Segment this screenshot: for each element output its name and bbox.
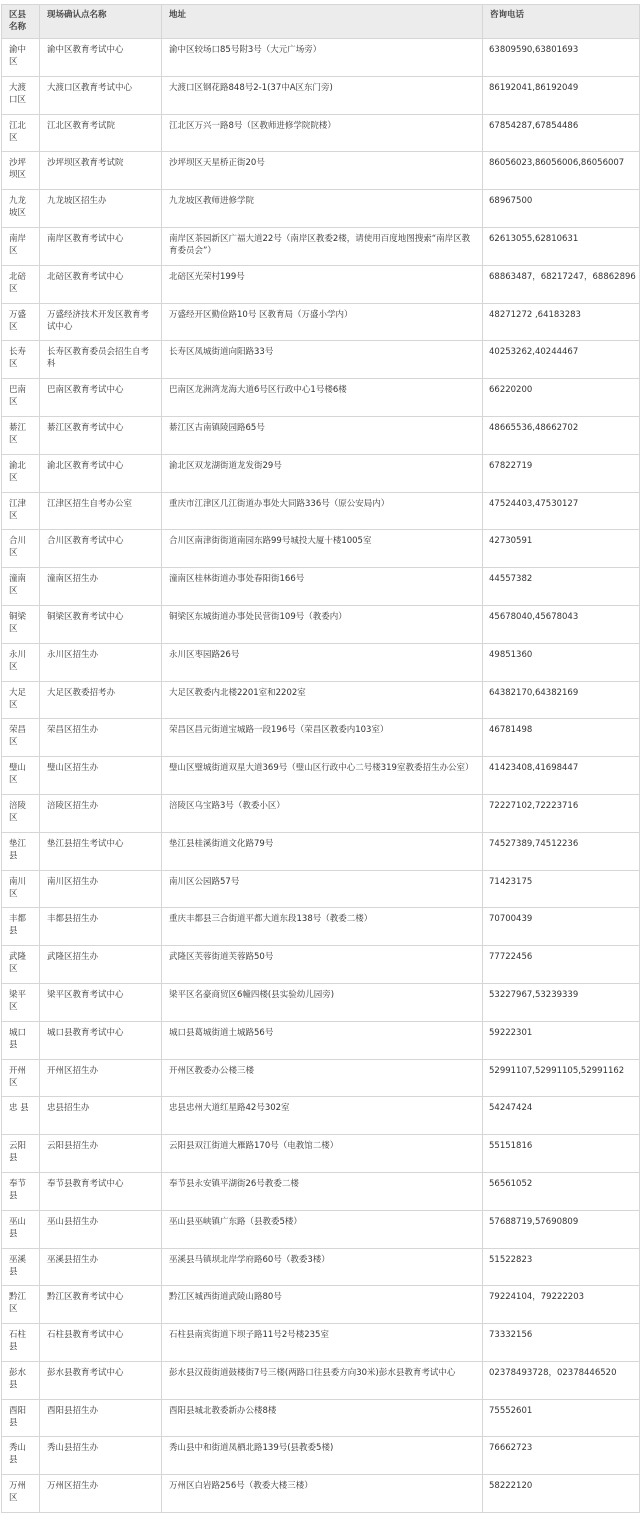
cell-phone: 67822719	[483, 454, 640, 492]
cell-address: 万盛经开区勤俭路10号 区教育局（万盛小学内）	[162, 303, 483, 341]
table-row	[2, 870, 640, 908]
table-row	[2, 946, 640, 984]
cell-site-name: 南川区招生办	[40, 870, 162, 908]
cell-site-name: 铜梁区教育考试中心	[40, 605, 162, 643]
cell-address: 石柱县南宾街道下坝子路11号2号楼235室	[162, 1324, 483, 1362]
table-row	[2, 303, 640, 341]
table-row	[2, 1361, 640, 1399]
cell-district: 璧山区	[2, 757, 40, 795]
cell-address: 武隆区芙蓉街道芙蓉路50号	[162, 946, 483, 984]
cell-address: 南川区公园路57号	[162, 870, 483, 908]
table-row	[2, 794, 640, 832]
table-row	[2, 76, 640, 114]
table-row	[2, 227, 640, 265]
table-row	[2, 1286, 640, 1324]
cell-site-name: 荣昌区招生办	[40, 719, 162, 757]
cell-address: 城口县葛城街道土城路56号	[162, 1021, 483, 1059]
cell-phone: 02378493728，02378446520	[483, 1361, 640, 1399]
table-row	[2, 379, 640, 417]
cell-site-name: 渝北区教育考试中心	[40, 454, 162, 492]
table-row	[2, 1135, 640, 1173]
cell-address: 奉节县永安镇平湖街26号教委二楼	[162, 1172, 483, 1210]
cell-phone: 62613055,62810631	[483, 227, 640, 265]
cell-site-name: 潼南区招生办	[40, 568, 162, 606]
cell-district: 长寿区	[2, 341, 40, 379]
cell-address: 渝中区较场口85号附3号（大元广场旁）	[162, 39, 483, 77]
cell-district: 涪陵区	[2, 794, 40, 832]
cell-district: 渝北区	[2, 454, 40, 492]
table-row	[2, 908, 640, 946]
cell-district: 綦江区	[2, 416, 40, 454]
cell-phone: 44557382	[483, 568, 640, 606]
cell-phone: 48271272 ,64183283	[483, 303, 640, 341]
cell-address: 长寿区凤城街道向阳路33号	[162, 341, 483, 379]
cell-site-name: 奉节县教育考试中心	[40, 1172, 162, 1210]
cell-site-name: 丰都县招生办	[40, 908, 162, 946]
cell-phone: 46781498	[483, 719, 640, 757]
cell-site-name: 黔江区教育考试中心	[40, 1286, 162, 1324]
table-row	[2, 1172, 640, 1210]
cell-phone: 48665536,48662702	[483, 416, 640, 454]
cell-site-name: 开州区招生办	[40, 1059, 162, 1097]
cell-address: 璧山区璧城街道双星大道369号（璧山区行政中心二号楼319室教委招生办公室）	[162, 757, 483, 795]
cell-district: 江北区	[2, 114, 40, 152]
cell-site-name: 垫江县招生考试中心	[40, 832, 162, 870]
table-header	[2, 5, 640, 39]
header-district: 区县名称	[2, 5, 40, 39]
cell-district: 南川区	[2, 870, 40, 908]
cell-site-name: 大渡口区教育考试中心	[40, 76, 162, 114]
table-row	[2, 1059, 640, 1097]
cell-district: 大渡口区	[2, 76, 40, 114]
cell-site-name: 沙坪坝区教育考试院	[40, 152, 162, 190]
cell-district: 垫江县	[2, 832, 40, 870]
cell-site-name: 秀山县招生办	[40, 1437, 162, 1475]
cell-site-name: 九龙坡区招生办	[40, 190, 162, 228]
cell-address: 渝北区双龙湖街道龙发街29号	[162, 454, 483, 492]
table-row	[2, 114, 640, 152]
cell-phone: 64382170,64382169	[483, 681, 640, 719]
cell-site-name: 巫溪县招生办	[40, 1248, 162, 1286]
cell-site-name: 酉阳县招生办	[40, 1399, 162, 1437]
cell-phone: 45678040,45678043	[483, 605, 640, 643]
cell-district: 大足区	[2, 681, 40, 719]
cell-district: 九龙坡区	[2, 190, 40, 228]
cell-district: 巴南区	[2, 379, 40, 417]
cell-site-name: 忠县招生办	[40, 1097, 162, 1135]
cell-phone: 86192041,86192049	[483, 76, 640, 114]
cell-phone: 68863487，68217247，68862896	[483, 265, 640, 303]
cell-address: 大足区教委内北楼2201室和2202室	[162, 681, 483, 719]
cell-district: 万州区	[2, 1475, 40, 1513]
cell-district: 潼南区	[2, 568, 40, 606]
cell-site-name: 城口县教育考试中心	[40, 1021, 162, 1059]
header-site-name: 现场确认点名称	[40, 5, 162, 39]
cell-district: 彭水县	[2, 1361, 40, 1399]
table-row	[2, 492, 640, 530]
table-row	[2, 1324, 640, 1362]
cell-phone: 40253262,40244467	[483, 341, 640, 379]
cell-address: 北碚区光荣村199号	[162, 265, 483, 303]
cell-phone: 55151816	[483, 1135, 640, 1173]
cell-address: 重庆市江津区几江街道办事处大同路336号（原公安局内）	[162, 492, 483, 530]
cell-site-name: 石柱县教育考试中心	[40, 1324, 162, 1362]
cell-district: 铜梁区	[2, 605, 40, 643]
cell-district: 秀山县	[2, 1437, 40, 1475]
cell-phone: 68967500	[483, 190, 640, 228]
cell-phone: 76662723	[483, 1437, 640, 1475]
cell-address: 梁平区名豪商贸区6幢四楼(县实验幼儿园旁)	[162, 983, 483, 1021]
header-row	[2, 5, 640, 39]
cell-district: 酉阳县	[2, 1399, 40, 1437]
cell-phone: 73332156	[483, 1324, 640, 1362]
table-row	[2, 1399, 640, 1437]
cell-phone: 59222301	[483, 1021, 640, 1059]
cell-phone: 72227102,72223716	[483, 794, 640, 832]
cell-district: 开州区	[2, 1059, 40, 1097]
cell-district: 云阳县	[2, 1135, 40, 1173]
cell-site-name: 璧山区招生办	[40, 757, 162, 795]
cell-district: 荣昌区	[2, 719, 40, 757]
cell-address: 重庆丰都县三合街道平都大道东段138号（教委二楼）	[162, 908, 483, 946]
cell-address: 云阳县双江街道大雁路170号（电教馆二楼）	[162, 1135, 483, 1173]
cell-site-name: 大足区教委招考办	[40, 681, 162, 719]
contact-table-container	[1, 4, 639, 1513]
cell-site-name: 江北区教育考试院	[40, 114, 162, 152]
cell-phone: 53227967,53239339	[483, 983, 640, 1021]
cell-address: 潼南区桂林街道办事处春阳街166号	[162, 568, 483, 606]
cell-phone: 47524403,47530127	[483, 492, 640, 530]
cell-phone: 52991107,52991105,52991162	[483, 1059, 640, 1097]
cell-phone: 63809590,63801693	[483, 39, 640, 77]
table-row	[2, 530, 640, 568]
cell-district: 巫溪县	[2, 1248, 40, 1286]
cell-site-name: 梁平区教育考试中心	[40, 983, 162, 1021]
cell-site-name: 永川区招生办	[40, 643, 162, 681]
cell-district: 武隆区	[2, 946, 40, 984]
cell-site-name: 渝中区教育考试中心	[40, 39, 162, 77]
cell-address: 万州区白岩路256号（教委大楼三楼）	[162, 1475, 483, 1513]
cell-address: 涪陵区乌宝路3号（教委小区）	[162, 794, 483, 832]
cell-site-name: 巴南区教育考试中心	[40, 379, 162, 417]
cell-address: 铜梁区东城街道办事处民营街109号（教委内）	[162, 605, 483, 643]
table-row	[2, 832, 640, 870]
cell-district: 黔江区	[2, 1286, 40, 1324]
cell-phone: 41423408,41698447	[483, 757, 640, 795]
cell-district: 渝中区	[2, 39, 40, 77]
table-row	[2, 605, 640, 643]
cell-phone: 71423175	[483, 870, 640, 908]
cell-district: 合川区	[2, 530, 40, 568]
cell-district: 忠 县	[2, 1097, 40, 1135]
table-body	[2, 39, 640, 1513]
cell-site-name: 万州区招生办	[40, 1475, 162, 1513]
cell-address: 秀山县中和街道凤栖北路139号(县教委5楼)	[162, 1437, 483, 1475]
cell-phone: 66220200	[483, 379, 640, 417]
table-row	[2, 1248, 640, 1286]
cell-address: 巫溪县马镇坝北岸学府路60号（教委3楼）	[162, 1248, 483, 1286]
cell-address: 彭水县汉葭街道鼓楼街7号三楼(两路口往县委方向30米)彭水县教育考试中心	[162, 1361, 483, 1399]
cell-phone: 56561052	[483, 1172, 640, 1210]
table-row	[2, 983, 640, 1021]
cell-district: 巫山县	[2, 1210, 40, 1248]
table-row	[2, 1021, 640, 1059]
cell-district: 北碚区	[2, 265, 40, 303]
cell-address: 开州区教委办公楼三楼	[162, 1059, 483, 1097]
cell-phone: 70700439	[483, 908, 640, 946]
header-phone: 咨询电话	[483, 5, 640, 39]
cell-district: 永川区	[2, 643, 40, 681]
cell-address: 南岸区茶园新区广福大道22号（南岸区教委2楼，请使用百度地图搜索“南岸区教育委员会”）	[162, 227, 483, 265]
table-row	[2, 757, 640, 795]
cell-phone: 42730591	[483, 530, 640, 568]
cell-district: 奉节县	[2, 1172, 40, 1210]
cell-site-name: 长寿区教育委员会招生自考科	[40, 341, 162, 379]
cell-site-name: 彭水县教育考试中心	[40, 1361, 162, 1399]
cell-phone: 67854287,67854486	[483, 114, 640, 152]
cell-address: 黔江区城西街道武陵山路80号	[162, 1286, 483, 1324]
cell-district: 丰都县	[2, 908, 40, 946]
cell-site-name: 云阳县招生办	[40, 1135, 162, 1173]
cell-address: 垫江县桂溪街道文化路79号	[162, 832, 483, 870]
cell-address: 巫山县巫峡镇广东路（县教委5楼）	[162, 1210, 483, 1248]
table-row	[2, 190, 640, 228]
table-row	[2, 454, 640, 492]
cell-phone: 86056023,86056006,86056007	[483, 152, 640, 190]
table-row	[2, 568, 640, 606]
cell-address: 合川区南津街街道南园东路99号城投大厦十楼1005室	[162, 530, 483, 568]
cell-phone: 75552601	[483, 1399, 640, 1437]
table-row	[2, 39, 640, 77]
cell-phone: 79224104，79222203	[483, 1286, 640, 1324]
table-row	[2, 681, 640, 719]
cell-district: 梁平区	[2, 983, 40, 1021]
cell-site-name: 武隆区招生办	[40, 946, 162, 984]
cell-district: 城口县	[2, 1021, 40, 1059]
cell-address: 忠县忠州大道红星路42号302室	[162, 1097, 483, 1135]
cell-site-name: 南岸区教育考试中心	[40, 227, 162, 265]
cell-phone: 74527389,74512236	[483, 832, 640, 870]
cell-site-name: 綦江区教育考试中心	[40, 416, 162, 454]
cell-site-name: 江津区招生自考办公室	[40, 492, 162, 530]
cell-site-name: 合川区教育考试中心	[40, 530, 162, 568]
cell-site-name: 涪陵区招生办	[40, 794, 162, 832]
table-row	[2, 719, 640, 757]
table-row	[2, 152, 640, 190]
cell-phone: 51522823	[483, 1248, 640, 1286]
cell-site-name: 北碚区教育考试中心	[40, 265, 162, 303]
cell-district: 沙坪坝区	[2, 152, 40, 190]
cell-phone: 49851360	[483, 643, 640, 681]
table-row	[2, 1475, 640, 1513]
cell-address: 巴南区龙洲湾龙海大道6号区行政中心1号楼6楼	[162, 379, 483, 417]
cell-site-name: 巫山县招生办	[40, 1210, 162, 1248]
cell-district: 江津区	[2, 492, 40, 530]
table-row	[2, 265, 640, 303]
cell-address: 九龙坡区教师进修学院	[162, 190, 483, 228]
cell-district: 石柱县	[2, 1324, 40, 1362]
cell-address: 江北区万兴一路8号（区教师进修学院院楼）	[162, 114, 483, 152]
table-row	[2, 341, 640, 379]
cell-address: 綦江区古南镇陵园路65号	[162, 416, 483, 454]
cell-phone: 58222120	[483, 1475, 640, 1513]
cell-address: 大渡口区钢花路848号2-1(37中A区东门旁)	[162, 76, 483, 114]
cell-address: 永川区枣园路26号	[162, 643, 483, 681]
cell-address: 荣昌区昌元街道宝城路一段196号（荣昌区教委内103室）	[162, 719, 483, 757]
cell-phone: 54247424	[483, 1097, 640, 1135]
table-row	[2, 1437, 640, 1475]
cell-district: 南岸区	[2, 227, 40, 265]
cell-site-name: 万盛经济技术开发区教育考试中心	[40, 303, 162, 341]
header-address: 地址	[162, 5, 483, 39]
confirmation-sites-table	[1, 4, 640, 1513]
table-row	[2, 643, 640, 681]
cell-phone: 77722456	[483, 946, 640, 984]
cell-phone: 57688719,57690809	[483, 1210, 640, 1248]
cell-address: 酉阳县城北教委新办公楼8楼	[162, 1399, 483, 1437]
cell-address: 沙坪坝区天星桥正街20号	[162, 152, 483, 190]
table-row	[2, 1097, 640, 1135]
cell-district: 万盛区	[2, 303, 40, 341]
table-row	[2, 416, 640, 454]
table-row	[2, 1210, 640, 1248]
